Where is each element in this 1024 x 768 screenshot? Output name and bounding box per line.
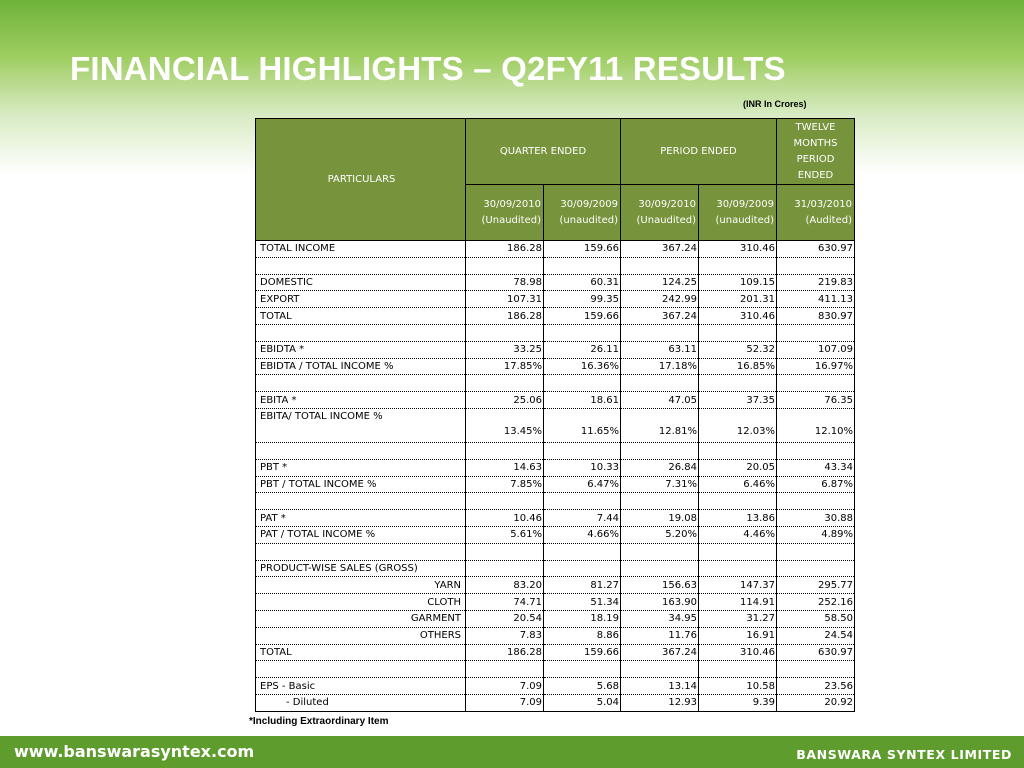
table-cell: 13.14	[621, 678, 699, 695]
table-cell: 10.46	[466, 510, 544, 527]
table-cell	[544, 661, 621, 678]
table-cell: 7.09	[466, 678, 544, 695]
table-cell	[544, 493, 621, 510]
table-cell: 630.97	[777, 241, 855, 258]
table-cell	[777, 442, 855, 459]
table-cell: 186.28	[466, 241, 544, 258]
table-body	[256, 241, 855, 712]
table-cell: 63.11	[621, 341, 699, 358]
table-cell: 58.50	[777, 610, 855, 627]
table-cell	[621, 257, 699, 274]
table-cell: 107.31	[466, 291, 544, 308]
table-cell: 12.10%	[777, 408, 855, 442]
table-cell: 7.83	[466, 627, 544, 644]
table-cell: 186.28	[466, 644, 544, 661]
table-cell: 23.56	[777, 678, 855, 695]
table-cell: 159.66	[544, 241, 621, 258]
table-cell: 10.58	[699, 678, 777, 695]
table-cell: 7.31%	[621, 476, 699, 493]
table-cell: 26.84	[621, 459, 699, 476]
table-cell: 34.95	[621, 610, 699, 627]
table-cell: 830.97	[777, 308, 855, 325]
table-cell	[777, 560, 855, 577]
table-row	[256, 543, 855, 560]
table-cell: 4.89%	[777, 526, 855, 543]
row-label	[256, 442, 466, 459]
table-cell	[621, 442, 699, 459]
table-row	[256, 324, 855, 341]
row-label: PBT / TOTAL INCOME %	[256, 476, 466, 493]
table-cell: 16.85%	[699, 358, 777, 375]
row-label: EBITA *	[256, 392, 466, 409]
footnote: *Including Extraordinary Item	[249, 716, 389, 727]
table-row	[256, 308, 855, 325]
row-label	[256, 493, 466, 510]
table-cell: 252.16	[777, 594, 855, 611]
row-label	[256, 661, 466, 678]
table-cell: 7.44	[544, 510, 621, 527]
column-header: 30/09/2009 (unaudited)	[699, 185, 777, 241]
table-cell: 124.25	[621, 274, 699, 291]
table-cell	[466, 493, 544, 510]
table-cell: 367.24	[621, 241, 699, 258]
table-cell: 367.24	[621, 308, 699, 325]
table-cell	[544, 257, 621, 274]
table-cell	[466, 560, 544, 577]
table-cell: 114.91	[699, 594, 777, 611]
table-row	[256, 610, 855, 627]
table-cell: 26.11	[544, 341, 621, 358]
table-cell	[699, 442, 777, 459]
table-cell: 18.61	[544, 392, 621, 409]
row-label: EBIDTA / TOTAL INCOME %	[256, 358, 466, 375]
row-label: PAT *	[256, 510, 466, 527]
table-cell	[621, 543, 699, 560]
table-cell	[466, 375, 544, 392]
table-cell: 109.15	[699, 274, 777, 291]
row-label: EBITA/ TOTAL INCOME %	[256, 408, 466, 442]
row-label	[256, 257, 466, 274]
table-cell: 20.54	[466, 610, 544, 627]
table-cell: 147.37	[699, 577, 777, 594]
table-row	[256, 408, 855, 442]
page-title: FINANCIAL HIGHLIGHTS – Q2FY11 RESULTS	[70, 50, 786, 87]
table-row	[256, 459, 855, 476]
table-cell	[466, 324, 544, 341]
table-row	[256, 375, 855, 392]
table-cell	[699, 375, 777, 392]
table-cell: 25.06	[466, 392, 544, 409]
table-cell	[777, 661, 855, 678]
period-ended-header: PERIOD ENDED	[621, 119, 777, 185]
table-cell	[621, 661, 699, 678]
table-cell: 17.18%	[621, 358, 699, 375]
table-cell	[777, 324, 855, 341]
table-cell: 11.76	[621, 627, 699, 644]
table-cell: 52.32	[699, 341, 777, 358]
table-cell: 19.08	[621, 510, 699, 527]
table-cell: 159.66	[544, 644, 621, 661]
particulars-header: PARTICULARS	[256, 119, 466, 241]
table-cell	[466, 257, 544, 274]
table-cell: 16.91	[699, 627, 777, 644]
table-cell: 13.86	[699, 510, 777, 527]
table-cell: 13.45%	[466, 408, 544, 442]
table-cell: 10.33	[544, 459, 621, 476]
table-cell	[621, 324, 699, 341]
table-cell: 5.61%	[466, 526, 544, 543]
table-cell: 20.92	[777, 694, 855, 711]
table-cell	[621, 493, 699, 510]
table-cell: 14.63	[466, 459, 544, 476]
table-cell: 43.34	[777, 459, 855, 476]
table-cell	[544, 442, 621, 459]
table-cell: 630.97	[777, 644, 855, 661]
table-cell: 8.86	[544, 627, 621, 644]
row-label: YARN	[256, 577, 466, 594]
table-cell: 76.35	[777, 392, 855, 409]
table-row	[256, 560, 855, 577]
table-cell: 5.04	[544, 694, 621, 711]
table-cell: 7.85%	[466, 476, 544, 493]
row-label	[256, 543, 466, 560]
table-row	[256, 694, 855, 711]
table-cell: 11.65%	[544, 408, 621, 442]
table-row	[256, 594, 855, 611]
table-cell	[544, 560, 621, 577]
row-label: OTHERS	[256, 627, 466, 644]
footer-bar	[0, 736, 1024, 768]
table-cell: 16.36%	[544, 358, 621, 375]
table-cell: 24.54	[777, 627, 855, 644]
table-cell: 411.13	[777, 291, 855, 308]
table-cell	[777, 257, 855, 274]
table-cell: 51.34	[544, 594, 621, 611]
financial-highlights-table	[255, 118, 855, 712]
table-cell: 219.83	[777, 274, 855, 291]
table-cell: 37.35	[699, 392, 777, 409]
table-cell	[699, 543, 777, 560]
table-row	[256, 678, 855, 695]
table-cell: 81.27	[544, 577, 621, 594]
row-label	[256, 375, 466, 392]
table-row	[256, 341, 855, 358]
table-cell: 20.05	[699, 459, 777, 476]
table-row	[256, 661, 855, 678]
row-label: EXPORT	[256, 291, 466, 308]
quarter-ended-header: QUARTER ENDED	[466, 119, 621, 185]
table-row	[256, 577, 855, 594]
column-header: 30/09/2010 (Unaudited)	[621, 185, 699, 241]
row-label	[256, 324, 466, 341]
table-cell	[699, 493, 777, 510]
table-cell: 12.93	[621, 694, 699, 711]
table-cell	[544, 375, 621, 392]
table-cell: 107.09	[777, 341, 855, 358]
table-cell	[777, 543, 855, 560]
table-cell	[466, 543, 544, 560]
table-cell: 6.46%	[699, 476, 777, 493]
column-header: 30/09/2009 (unaudited)	[544, 185, 621, 241]
table-cell: 16.97%	[777, 358, 855, 375]
row-label: GARMENT	[256, 610, 466, 627]
table-cell: 83.20	[466, 577, 544, 594]
table-cell	[699, 257, 777, 274]
table-cell: 367.24	[621, 644, 699, 661]
table-cell: 163.90	[621, 594, 699, 611]
table-cell: 4.66%	[544, 526, 621, 543]
row-label: DOMESTIC	[256, 274, 466, 291]
company-name: BANSWARA SYNTEX LIMITED	[796, 747, 1012, 762]
table-cell	[466, 442, 544, 459]
table-cell	[699, 324, 777, 341]
table-row	[256, 241, 855, 258]
row-label: PBT *	[256, 459, 466, 476]
table-cell: 33.25	[466, 341, 544, 358]
table-cell: 9.39	[699, 694, 777, 711]
table-row	[256, 476, 855, 493]
row-label: TOTAL INCOME	[256, 241, 466, 258]
table-row	[256, 392, 855, 409]
table-cell: 99.35	[544, 291, 621, 308]
table-cell: 4.46%	[699, 526, 777, 543]
table-cell: 6.47%	[544, 476, 621, 493]
table-row	[256, 442, 855, 459]
table-cell: 47.05	[621, 392, 699, 409]
table-cell: 295.77	[777, 577, 855, 594]
twelve-months-header: TWELVE MONTHS PERIOD ENDED	[777, 119, 855, 185]
table-cell: 7.09	[466, 694, 544, 711]
table-row	[256, 627, 855, 644]
table-cell: 156.63	[621, 577, 699, 594]
table-cell	[621, 375, 699, 392]
table-row	[256, 358, 855, 375]
table-row	[256, 644, 855, 661]
table-cell: 78.98	[466, 274, 544, 291]
column-header: 30/09/2010 (Unaudited)	[466, 185, 544, 241]
column-header: 31/03/2010 (Audited)	[777, 185, 855, 241]
table-cell: 30.88	[777, 510, 855, 527]
table-cell: 242.99	[621, 291, 699, 308]
table-cell	[466, 661, 544, 678]
row-label: - Diluted	[256, 694, 466, 711]
table-cell	[544, 324, 621, 341]
row-label: PAT / TOTAL INCOME %	[256, 526, 466, 543]
table-cell: 201.31	[699, 291, 777, 308]
table-cell	[699, 560, 777, 577]
row-label: EPS - Basic	[256, 678, 466, 695]
table-cell: 18.19	[544, 610, 621, 627]
table-cell	[699, 661, 777, 678]
table-cell: 74.71	[466, 594, 544, 611]
table-cell: 310.46	[699, 644, 777, 661]
table-cell: 31.27	[699, 610, 777, 627]
table-row	[256, 291, 855, 308]
table-cell: 5.20%	[621, 526, 699, 543]
table-cell: 5.68	[544, 678, 621, 695]
table-row	[256, 526, 855, 543]
table-cell: 186.28	[466, 308, 544, 325]
table-row	[256, 257, 855, 274]
table-cell: 310.46	[699, 308, 777, 325]
table-cell	[777, 493, 855, 510]
row-label: PRODUCT-WISE SALES (GROSS)	[256, 560, 466, 577]
table-cell: 310.46	[699, 241, 777, 258]
table-cell	[621, 560, 699, 577]
row-label: TOTAL	[256, 644, 466, 661]
row-label: EBIDTA *	[256, 341, 466, 358]
table-cell: 12.03%	[699, 408, 777, 442]
table-cell: 6.87%	[777, 476, 855, 493]
row-label: TOTAL	[256, 308, 466, 325]
table-row	[256, 510, 855, 527]
units-note: (INR In Crores)	[743, 99, 807, 109]
website-link[interactable]: www.banswarasyntex.com	[14, 742, 255, 761]
table-cell	[544, 543, 621, 560]
row-label: CLOTH	[256, 594, 466, 611]
table-cell: 159.66	[544, 308, 621, 325]
table-row	[256, 493, 855, 510]
table-cell: 17.85%	[466, 358, 544, 375]
table-row	[256, 274, 855, 291]
table-cell	[777, 375, 855, 392]
table-cell: 12.81%	[621, 408, 699, 442]
table-cell: 60.31	[544, 274, 621, 291]
